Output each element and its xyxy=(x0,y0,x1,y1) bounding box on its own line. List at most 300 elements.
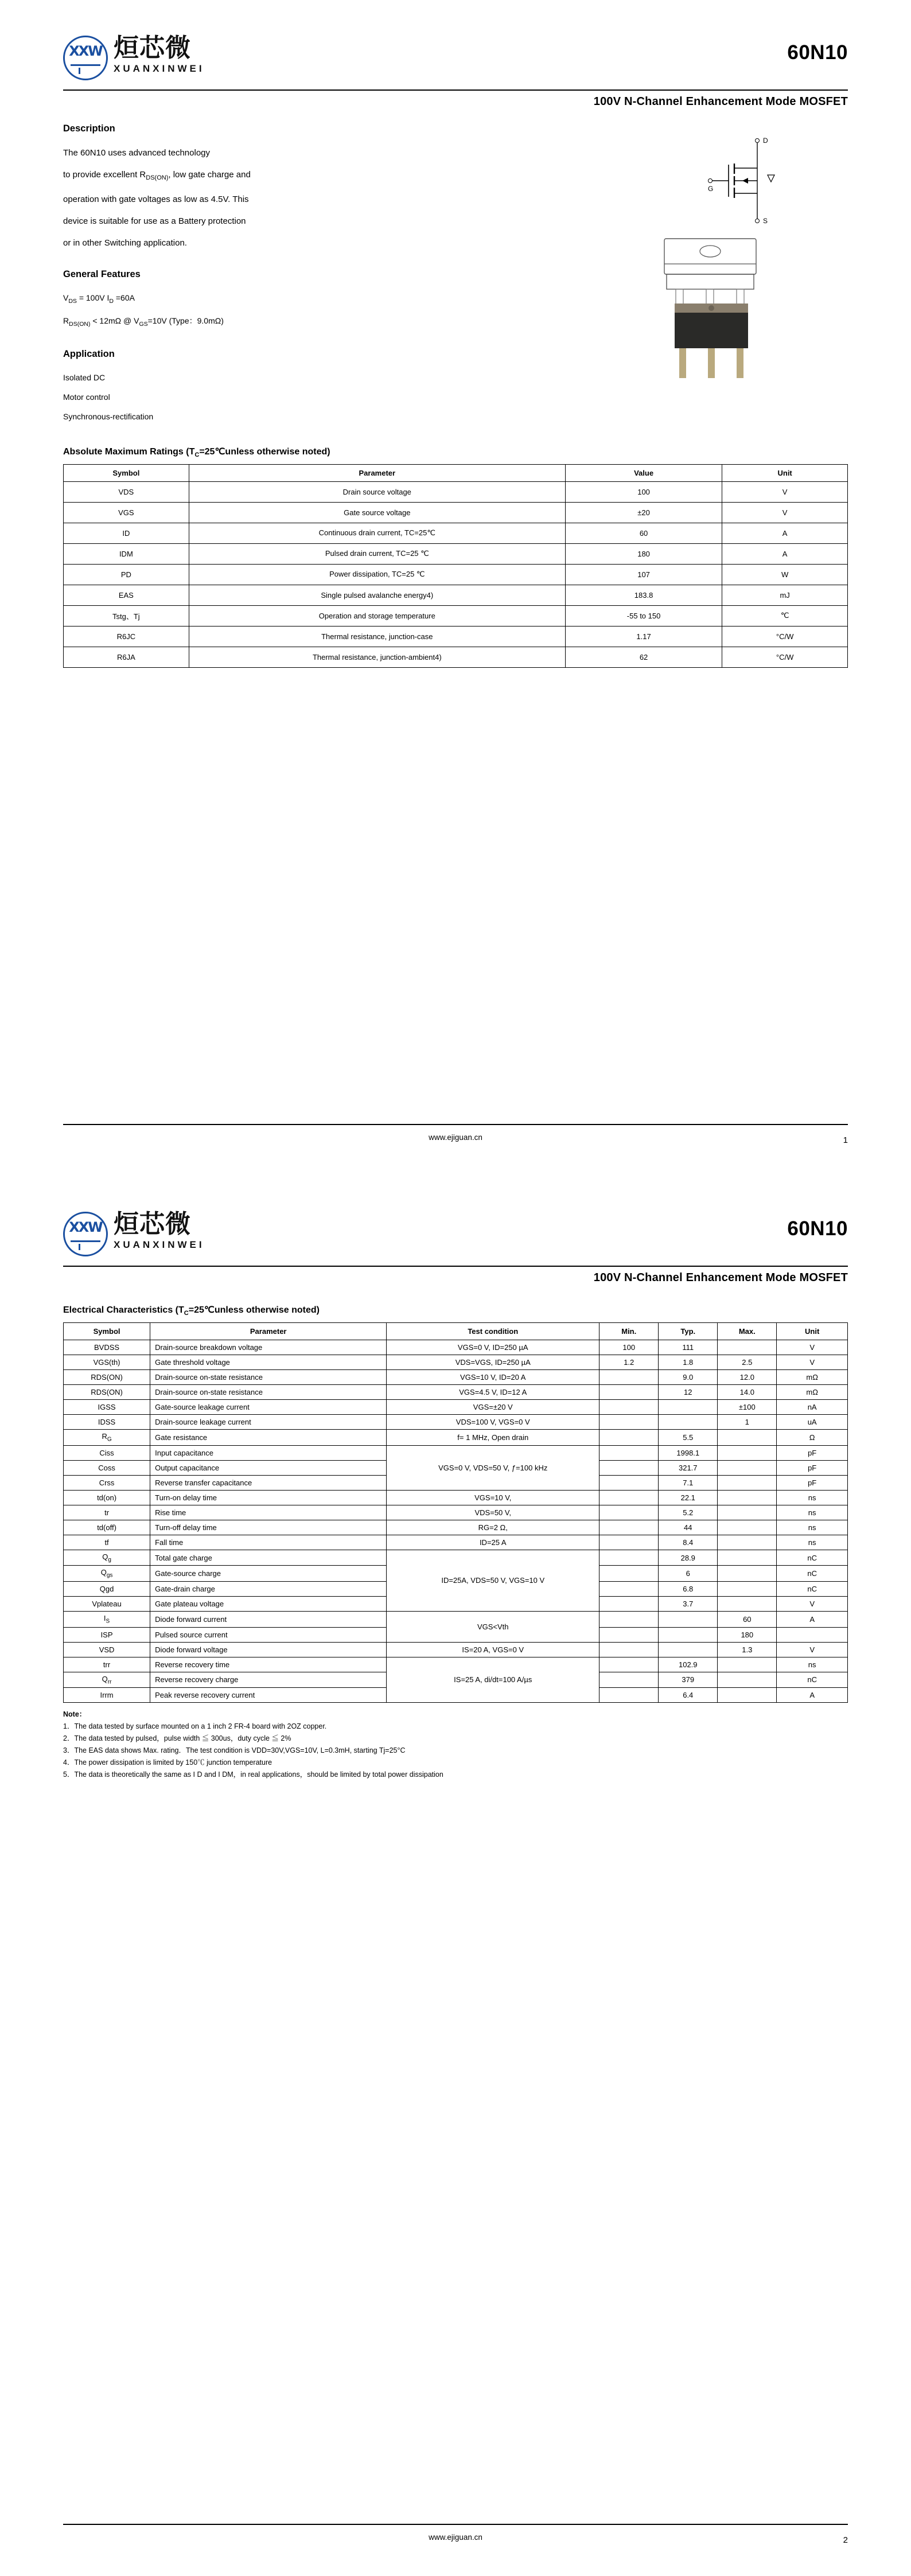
elec-title-a: Electrical Characteristics (T xyxy=(63,1305,184,1315)
column-header-parameter: Parameter xyxy=(150,1323,387,1340)
cell-condition: VGS=0 V, ID=250 µA xyxy=(387,1340,599,1355)
abs-max-title-b: =25℃unless otherwise noted) xyxy=(199,446,330,457)
cell-symbol: Crss xyxy=(64,1475,150,1490)
cell-symbol: $Q_{rr}$ xyxy=(64,1672,150,1688)
svg-text:D: D xyxy=(763,137,768,145)
table-row xyxy=(64,605,848,626)
table-row xyxy=(64,1400,848,1415)
document-subtitle: 100V N-Channel Enhancement Mode MOSFET xyxy=(593,95,848,108)
cell-parameter: Total gate charge xyxy=(150,1550,387,1566)
cell-unit: V xyxy=(777,1642,848,1657)
cell-unit: V xyxy=(722,481,848,502)
cell-symbol: VGS(th) xyxy=(64,1355,150,1370)
cell-max xyxy=(718,1430,777,1446)
cell-typ: 22.1 xyxy=(659,1490,718,1505)
cell-typ: 6 xyxy=(659,1566,718,1582)
logo-bar xyxy=(71,64,100,66)
cell-symbol: trr xyxy=(64,1657,150,1672)
application-list xyxy=(63,368,338,426)
cell-value: 180 xyxy=(565,543,722,564)
logo-english-name: XUANXINWEI xyxy=(114,63,205,74)
cell-symbol: EAS xyxy=(64,585,189,605)
features-line-2sub2: GS xyxy=(139,320,148,328)
cell-unit: ns xyxy=(777,1505,848,1520)
footer-divider xyxy=(63,2524,848,2525)
description-body xyxy=(63,142,338,254)
table-row xyxy=(64,1355,848,1370)
cell-min xyxy=(599,1475,659,1490)
cell-unit: ℃ xyxy=(722,605,848,626)
cell-unit xyxy=(777,1627,848,1642)
cell-parameter: Gate threshold voltage xyxy=(150,1355,387,1370)
cell-max: 2.5 xyxy=(718,1355,777,1370)
cell-symbol: tf xyxy=(64,1535,150,1550)
features-title: General Features xyxy=(63,269,141,279)
cell-typ: 1.8 xyxy=(659,1355,718,1370)
cell-parameter: Continuous drain current, TC=25℃ xyxy=(189,523,565,543)
cell-typ: 379 xyxy=(659,1672,718,1688)
graphics-column xyxy=(630,129,825,379)
document-subtitle: 100V N-Channel Enhancement Mode MOSFET xyxy=(593,1271,848,1284)
cell-max xyxy=(718,1520,777,1535)
cell-symbol: VSD xyxy=(64,1642,150,1657)
cell-symbol: PD xyxy=(64,564,189,585)
cell-typ: 5.5 xyxy=(659,1430,718,1446)
electrical-characteristics-table xyxy=(63,1322,848,1703)
features-line-2sub1: DS(ON) xyxy=(69,320,91,328)
abs-max-title-a: Absolute Maximum Ratings (T xyxy=(63,446,195,457)
cell-unit: mJ xyxy=(722,585,848,605)
cell-symbol: td(on) xyxy=(64,1490,150,1505)
cell-typ: 102.9 xyxy=(659,1657,718,1672)
cell-condition: VGS=10 V, xyxy=(387,1490,599,1505)
cell-symbol: VGS xyxy=(64,502,189,523)
elec-title-b: =25℃unless otherwise noted) xyxy=(188,1305,320,1315)
cell-max xyxy=(718,1550,777,1566)
cell-max: 14.0 xyxy=(718,1385,777,1400)
part-number: 60N10 xyxy=(787,1217,848,1240)
cell-parameter: Reverse recovery time xyxy=(150,1657,387,1672)
cell-max: 1.3 xyxy=(718,1642,777,1657)
cell-unit: ns xyxy=(777,1490,848,1505)
cell-unit: A xyxy=(722,523,848,543)
cell-parameter: Reverse recovery charge xyxy=(150,1672,387,1688)
cell-condition: IS=20 A, VGS=0 V xyxy=(387,1642,599,1657)
cell-symbol: RDS(ON) xyxy=(64,1385,150,1400)
intro-section xyxy=(63,123,848,426)
column-header-min: Min. xyxy=(599,1323,659,1340)
table-row xyxy=(64,647,848,667)
cell-parameter: Diode forward current xyxy=(150,1611,387,1627)
description-line-4: device is suitable for use as a Battery protection xyxy=(63,216,246,226)
cell-max xyxy=(718,1340,777,1355)
cell-min xyxy=(599,1385,659,1400)
cell-max xyxy=(718,1535,777,1550)
features-line-1 xyxy=(63,288,338,311)
cell-symbol: Coss xyxy=(64,1460,150,1475)
cell-unit: pF xyxy=(777,1475,848,1490)
cell-min xyxy=(599,1657,659,1672)
cell-min xyxy=(599,1627,659,1642)
cell-condition: RG=2 Ω, xyxy=(387,1520,599,1535)
cell-max: 12.0 xyxy=(718,1370,777,1385)
cell-unit: nC xyxy=(777,1672,848,1688)
cell-symbol: Irrm xyxy=(64,1688,150,1703)
table-row xyxy=(64,585,848,605)
cell-min xyxy=(599,1445,659,1460)
notes-title: Note： xyxy=(63,1710,87,1719)
table-row xyxy=(64,626,848,647)
table-row xyxy=(64,1430,848,1446)
column-header-symbol: Symbol xyxy=(64,1323,150,1340)
svg-text:S: S xyxy=(763,217,768,225)
cell-typ: 5.2 xyxy=(659,1505,718,1520)
cell-parameter: Gate source voltage xyxy=(189,502,565,523)
table-row xyxy=(64,1340,848,1355)
cell-parameter: Drain-source breakdown voltage xyxy=(150,1340,387,1355)
cell-parameter: Gate-drain charge xyxy=(150,1581,387,1596)
cell-symbol: Qgd xyxy=(64,1581,150,1596)
part-number: 60N10 xyxy=(787,41,848,64)
logo-english-name: XUANXINWEI xyxy=(114,1239,205,1250)
table-row xyxy=(64,481,848,502)
note-item: 5．The data is theoretically the same as I D and I DM，in real applications，should be limited by total power dissipation xyxy=(63,1770,443,1779)
page-2 xyxy=(0,1176,911,2576)
cell-typ: 12 xyxy=(659,1385,718,1400)
cell-unit: A xyxy=(777,1688,848,1703)
cell-value: 60 xyxy=(565,523,722,543)
cell-min xyxy=(599,1566,659,1582)
logo-stem xyxy=(79,68,92,74)
cell-unit: A xyxy=(777,1611,848,1627)
document-header xyxy=(63,0,848,86)
cell-unit: uA xyxy=(777,1415,848,1430)
cell-parameter: Drain-source on-state resistance xyxy=(150,1385,387,1400)
cell-unit: nA xyxy=(777,1400,848,1415)
cell-condition: VGS=±20 V xyxy=(387,1400,599,1415)
cell-parameter: Input capacitance xyxy=(150,1445,387,1460)
cell-parameter: Gate resistance xyxy=(150,1430,387,1446)
cell-max: ±100 xyxy=(718,1400,777,1415)
note-item: 2．The data tested by pulsed，pulse width ≦ 300us，duty cycle ≦ 2% xyxy=(63,1734,291,1743)
features-line-1sub2: D xyxy=(109,297,114,305)
cell-typ xyxy=(659,1642,718,1657)
cell-max xyxy=(718,1596,777,1611)
table-row xyxy=(64,502,848,523)
cell-parameter: Output capacitance xyxy=(150,1460,387,1475)
cell-parameter: Operation and storage temperature xyxy=(189,605,565,626)
logo-text xyxy=(114,33,205,74)
cell-min xyxy=(599,1415,659,1430)
table-header-row xyxy=(64,1323,848,1340)
cell-parameter: Rise time xyxy=(150,1505,387,1520)
footer-url[interactable]: www.ejiguan.cn xyxy=(429,2533,482,2542)
footer-divider xyxy=(63,1124,848,1125)
cell-typ: 28.9 xyxy=(659,1550,718,1566)
description-line-1: The 60N10 uses advanced technology xyxy=(63,148,211,158)
cell-max: 60 xyxy=(718,1611,777,1627)
cell-unit: nC xyxy=(777,1581,848,1596)
cell-max: 1 xyxy=(718,1415,777,1430)
intro-left-column xyxy=(63,123,338,426)
cell-min xyxy=(599,1505,659,1520)
cell-symbol: $Q_{gs}$ xyxy=(64,1566,150,1582)
cell-typ: 8.4 xyxy=(659,1535,718,1550)
column-header-unit: Unit xyxy=(777,1323,848,1340)
features-line-1c: =60A xyxy=(113,293,135,302)
abs-max-ratings-title xyxy=(63,446,848,458)
features-line-2a: R xyxy=(63,316,69,325)
cell-symbol: $R_G$ xyxy=(64,1430,150,1446)
column-header-typ: Typ. xyxy=(659,1323,718,1340)
cell-symbol: IGSS xyxy=(64,1400,150,1415)
cell-symbol: IDSS xyxy=(64,1415,150,1430)
logo-text xyxy=(114,1209,205,1250)
logo-mark-text: XXW xyxy=(69,1219,102,1235)
cell-value: ±20 xyxy=(565,502,722,523)
cell-symbol: RDS(ON) xyxy=(64,1370,150,1385)
cell-max xyxy=(718,1445,777,1460)
column-header-value: Value xyxy=(565,464,722,481)
cell-max xyxy=(718,1505,777,1520)
table-row xyxy=(64,1505,848,1520)
package-outline-drawing xyxy=(630,236,802,379)
cell-unit: °C/W xyxy=(722,626,848,647)
cell-typ xyxy=(659,1627,718,1642)
cell-unit: mΩ xyxy=(777,1370,848,1385)
cell-condition: VDS=100 V, VGS=0 V xyxy=(387,1415,599,1430)
cell-symbol: $I_S$ xyxy=(64,1611,150,1627)
application-title: Application xyxy=(63,348,115,359)
cell-parameter: Gate plateau voltage xyxy=(150,1596,387,1611)
cell-max xyxy=(718,1581,777,1596)
cell-min: 1.2 xyxy=(599,1355,659,1370)
elec-title-sub: C xyxy=(184,1310,189,1317)
cell-condition-charge: ID=25A, VDS=50 V, VGS=10 V xyxy=(387,1550,599,1611)
description-line-2a: to provide excellent R xyxy=(63,170,146,180)
table-row xyxy=(64,523,848,543)
cell-symbol: IDM xyxy=(64,543,189,564)
cell-condition: ID=25 A xyxy=(387,1535,599,1550)
description-line-2sub: DS(ON) xyxy=(146,174,169,181)
cell-parameter: Pulsed source current xyxy=(150,1627,387,1642)
cell-symbol: Vplateau xyxy=(64,1596,150,1611)
cell-symbol: R6JC xyxy=(64,626,189,647)
cell-unit: nC xyxy=(777,1566,848,1582)
table-row xyxy=(64,1657,848,1672)
cell-parameter: Power dissipation, TC=25 ℃ xyxy=(189,564,565,585)
cell-unit: A xyxy=(722,543,848,564)
cell-min xyxy=(599,1642,659,1657)
mosfet-symbol-diagram xyxy=(630,129,802,232)
cell-parameter: Gate-source charge xyxy=(150,1566,387,1582)
features-line-1a: V xyxy=(63,293,69,302)
column-header-max: Max. xyxy=(718,1323,777,1340)
cell-typ: 321.7 xyxy=(659,1460,718,1475)
description-title: Description xyxy=(63,123,115,134)
table-row xyxy=(64,1370,848,1385)
note-item: 4．The power dissipation is limited by 150℃ junction temperature xyxy=(63,1758,272,1767)
cell-symbol: td(off) xyxy=(64,1520,150,1535)
cell-unit: ns xyxy=(777,1520,848,1535)
cell-unit: ns xyxy=(777,1657,848,1672)
cell-parameter: Drain-source on-state resistance xyxy=(150,1370,387,1385)
cell-value: -55 to 150 xyxy=(565,605,722,626)
cell-value: 1.17 xyxy=(565,626,722,647)
cell-max xyxy=(718,1566,777,1582)
table-row xyxy=(64,543,848,564)
cell-parameter: Reverse transfer capacitance xyxy=(150,1475,387,1490)
table-row xyxy=(64,1415,848,1430)
page-2-footer xyxy=(63,2524,848,2545)
cell-min xyxy=(599,1520,659,1535)
page-number: 1 xyxy=(843,1135,848,1145)
cell-unit: V xyxy=(777,1355,848,1370)
cell-condition: f= 1 MHz, Open drain xyxy=(387,1430,599,1446)
table-row xyxy=(64,1520,848,1535)
cell-min xyxy=(599,1596,659,1611)
cell-max xyxy=(718,1460,777,1475)
footer-content xyxy=(63,2533,848,2545)
cell-min xyxy=(599,1672,659,1688)
note-item: 1．The data tested by surface mounted on a 1 inch 2 FR-4 board with 2OZ copper. xyxy=(63,1722,327,1731)
features-line-2c: =10V (Type：9.0mΩ) xyxy=(147,316,224,325)
table-row xyxy=(64,564,848,585)
cell-typ xyxy=(659,1400,718,1415)
table-row xyxy=(64,1550,848,1566)
cell-parameter: Turn-on delay time xyxy=(150,1490,387,1505)
footer-content xyxy=(63,1133,848,1145)
cell-min xyxy=(599,1400,659,1415)
company-logo xyxy=(63,1209,205,1256)
cell-max xyxy=(718,1688,777,1703)
page-number: 2 xyxy=(843,2535,848,2545)
cell-typ xyxy=(659,1611,718,1627)
description-line-2b: , low gate charge and xyxy=(168,170,251,180)
cell-min xyxy=(599,1490,659,1505)
cell-max xyxy=(718,1672,777,1688)
cell-typ: 7.1 xyxy=(659,1475,718,1490)
document-header-page2 xyxy=(63,1176,848,1262)
logo-chinese-name: 烜芯微 xyxy=(114,1209,191,1239)
cell-condition: VDS=50 V, xyxy=(387,1505,599,1520)
cell-value: 183.8 xyxy=(565,585,722,605)
page-1 xyxy=(0,0,911,1176)
note-item: 3．The EAS data shows Max. rating．The test condition is VDD=30V,VGS=10V, L=0.3mH, starting Tj=25°C xyxy=(63,1746,406,1755)
logo-chinese-name: 烜芯微 xyxy=(114,33,191,63)
cell-typ xyxy=(659,1415,718,1430)
column-header-unit: Unit xyxy=(722,464,848,481)
cell-typ: 6.4 xyxy=(659,1688,718,1703)
features-line-2b: < 12mΩ @ V xyxy=(90,316,139,325)
cell-value: 100 xyxy=(565,481,722,502)
cell-max: 180 xyxy=(718,1627,777,1642)
cell-symbol: BVDSS xyxy=(64,1340,150,1355)
cell-min xyxy=(599,1581,659,1596)
cell-symbol: ID xyxy=(64,523,189,543)
description-line-2 xyxy=(63,164,338,189)
cell-condition: VGS=10 V, ID=20 A xyxy=(387,1370,599,1385)
cell-min xyxy=(599,1688,659,1703)
svg-text:G: G xyxy=(708,185,714,193)
cell-condition-diode: VGS<Vth xyxy=(387,1611,599,1642)
table-row xyxy=(64,1611,848,1627)
cell-parameter: Turn-off delay time xyxy=(150,1520,387,1535)
cell-condition-recovery: IS=25 A, di/dt=100 A/µs xyxy=(387,1657,599,1703)
table-header-row xyxy=(64,464,848,481)
cell-typ: 9.0 xyxy=(659,1370,718,1385)
column-header-parameter: Parameter xyxy=(189,464,565,481)
cell-value: 107 xyxy=(565,564,722,585)
cell-unit: Ω xyxy=(777,1430,848,1446)
cell-condition: VGS=4.5 V, ID=12 A xyxy=(387,1385,599,1400)
cell-typ: 44 xyxy=(659,1520,718,1535)
cell-max xyxy=(718,1657,777,1672)
cell-parameter: Drain source voltage xyxy=(189,481,565,502)
cell-unit: pF xyxy=(777,1445,848,1460)
company-logo xyxy=(63,33,205,80)
table-row xyxy=(64,1642,848,1657)
cell-parameter: Peak reverse recovery current xyxy=(150,1688,387,1703)
cell-min xyxy=(599,1370,659,1385)
description-line-3: operation with gate voltages as low as 4.5V. This xyxy=(63,194,249,204)
cell-min: 100 xyxy=(599,1340,659,1355)
table-row xyxy=(64,1445,848,1460)
cell-min xyxy=(599,1460,659,1475)
logo-bar xyxy=(71,1240,100,1242)
cell-symbol: $Q_g$ xyxy=(64,1550,150,1566)
cell-condition-capacitance: VGS=0 V, VDS=50 V, ƒ=100 kHz xyxy=(387,1445,599,1490)
features-line-1b: = 100V I xyxy=(76,293,110,302)
page-1-footer xyxy=(63,1124,848,1145)
column-header-test-condition: Test condition xyxy=(387,1323,599,1340)
cell-typ: 6.8 xyxy=(659,1581,718,1596)
footer-url[interactable]: www.ejiguan.cn xyxy=(429,1133,482,1142)
cell-symbol: Ciss xyxy=(64,1445,150,1460)
cell-value: 62 xyxy=(565,647,722,667)
cell-symbol: VDS xyxy=(64,481,189,502)
cell-max xyxy=(718,1490,777,1505)
cell-symbol: tr xyxy=(64,1505,150,1520)
cell-min xyxy=(599,1550,659,1566)
notes-section xyxy=(63,1709,848,1781)
logo-mark-icon xyxy=(63,36,108,80)
cell-parameter: Fall time xyxy=(150,1535,387,1550)
cell-unit: V xyxy=(777,1340,848,1355)
application-item: Synchronous-rectification xyxy=(63,411,154,421)
cell-unit: V xyxy=(722,502,848,523)
logo-stem xyxy=(79,1244,92,1250)
cell-parameter: Thermal resistance, junction-ambient4) xyxy=(189,647,565,667)
cell-parameter: Single pulsed avalanche energy4) xyxy=(189,585,565,605)
cell-unit: ns xyxy=(777,1535,848,1550)
application-item: Isolated DC xyxy=(63,372,106,382)
description-line-5: or in other Switching application. xyxy=(63,238,187,248)
cell-typ: 111 xyxy=(659,1340,718,1355)
column-header-symbol: Symbol xyxy=(64,464,189,481)
abs-max-title-sub: C xyxy=(194,451,200,458)
cell-symbol: ISP xyxy=(64,1627,150,1642)
table-row xyxy=(64,1535,848,1550)
cell-unit: pF xyxy=(777,1460,848,1475)
cell-min xyxy=(599,1535,659,1550)
features-line-2 xyxy=(63,311,338,334)
cell-min xyxy=(599,1611,659,1627)
cell-unit: nC xyxy=(777,1550,848,1566)
cell-max xyxy=(718,1475,777,1490)
cell-parameter: Diode forward voltage xyxy=(150,1642,387,1657)
application-item: Motor control xyxy=(63,392,110,402)
